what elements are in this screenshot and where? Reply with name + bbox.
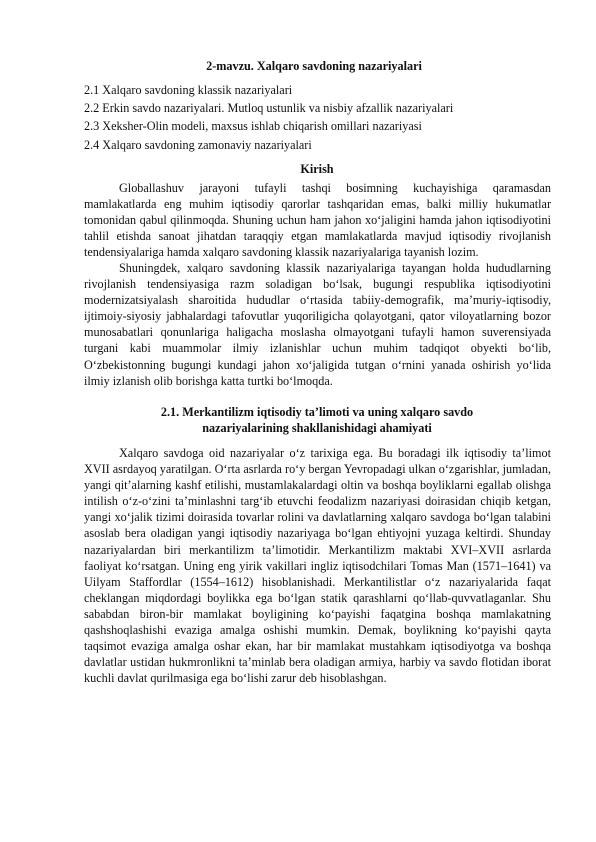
toc-item: 2.4 Xalqaro savdoning zamonaviy nazariyalari [84,137,312,152]
intro-paragraph: Shuningdek, xalqaro savdoning klassik nazariyalariga tayangan holda hududlarning rivojlanish tendensiyasiga razm soladigan bo‘lsak, bugungi respublika iqtisodiyotini modernizatsiyalash sharoitida hududlar o‘rtasida tabiiy-demografik, ma’muriy-iqtisodiy, ijtimoiy-siyosiy jabhalardagi tafovutlar yuqoriligicha qolayotgani, qator viloyatlarning bozor munosabatlari qonunlariga haligacha moslasha olmayotgani tufayli hamon suverensiyada turgani kabi muammolar ilmiy izlanishlar uchun muhim tadqiqot obyekti bo‘lib, O‘zbekistonning bugungi kundagi jahon xo‘jaligida tutgan o‘rnini yanada oshirish yo‘lida ilmiy izlanish olib borishga katta turtki bo‘lmoqda. [84,261,551,388]
toc-item: 2.1 Xalqaro savdoning klassik nazariyalari [84,83,293,97]
section-paragraph: Xalqaro savdoga oid nazariyalar o‘z tarixiga ega. Bu boradagi ilk iqtisodiy ta’limot XVII asrdayoq yaratilgan. O‘rta asrlarda ro‘y bergan Yevropadagi ulkan o‘zgarishlar, jumladan, yangi qit’alarning kashf etilishi, mustamlakalardagi oltin va boshqa boyliklarni egallab olishga intilish o‘z-o‘zini ta’minlashni targ‘ib etuvchi feodalizm nazariyasi doirasidan chiqib ketgan, yangi xo‘jalik tizimi doirasida tovarlar rolini va davlatlarning xalqaro savdoga bo‘lgan talabini asoslab bera oladigan yangi iqtisodiy nazariyaga bo‘lgan ehtiyojni yuzaga keltirdi. Shunday nazariyalardan biri merkantilizm ta’limotidir. Merkantilizm maktabi XVI–XVII asrlarda faoliyat ko‘rsatgan. Uning eng yirik vakillari ingliz iqtisodchilari Tomas Man (1571–1641) va Uilyam Staffordlar (1554–1612) hisoblanishadi. Merkantilistlar o‘z nazariyalarida faqat cheklangan miqdordagi boylikka ega bo‘lgan statik qarashlarni qo‘llab-quvvatlaganlar. Shu sababdan biron-bir mamlakat boyligining ko‘payishi faqatgina boshqa mamlakatning qashshoqlashishi evaziga amalga oshishi mumkin. Demak, boylikning ko‘payishi qayta taqsimot evaziga amalga oshar ekan, har bir mamlakat mustahkam iqtisodiyotga va boshqa davlatlar ustidan hukmronlikni ta’minlab bera oladigan armiya, harbiy va savdo flotidan iborat kuchli davlat qurilmasiga ega bo‘lishi zarur deb hisoblashgan. [84,446,551,686]
toc-item: 2.2 Erkin savdo nazariyalari. Mutloq ustunlik va nisbiy afzallik nazariyalari [84,101,454,116]
table-of-contents [84,81,564,154]
section-heading [84,405,550,436]
document-title: 2-mavzu. Xalqaro savdoning nazariyalari [206,59,422,73]
intro-heading: Kirish [300,162,334,176]
toc-item: 2.3 Xeksher-Olin modeli, maxsus ishlab chiqarish omillari nazariyasi [84,119,422,134]
intro-paragraph: Globallashuv jarayoni tufayli tashqi bosimning kuchayishiga qaramasdan mamlakatlarda eng muhim iqtisodiy qarorlar tashqaridan emas, balki milliy hukumatlar tomonidan qabul qilinmoqda. Shuning uchun ham jahon xo‘jaligini hamda jahon iqtisodiyotini tahlil etishda sanoat jihatdan taraqqiy etgan mamlakatlarda mavjud iqtisodiy rivojlanish tendensiyalariga hamda xalqaro savdoning klassik nazariyalariga tayanish lozim. [84,181,551,260]
section-heading-line: 2.1. Merkantilizm iqtisodiy ta’limoti va uning xalqaro savdo [160,405,474,419]
section-heading-line: nazariyalarining shakllanishidagi ahamiyati [202,420,432,435]
